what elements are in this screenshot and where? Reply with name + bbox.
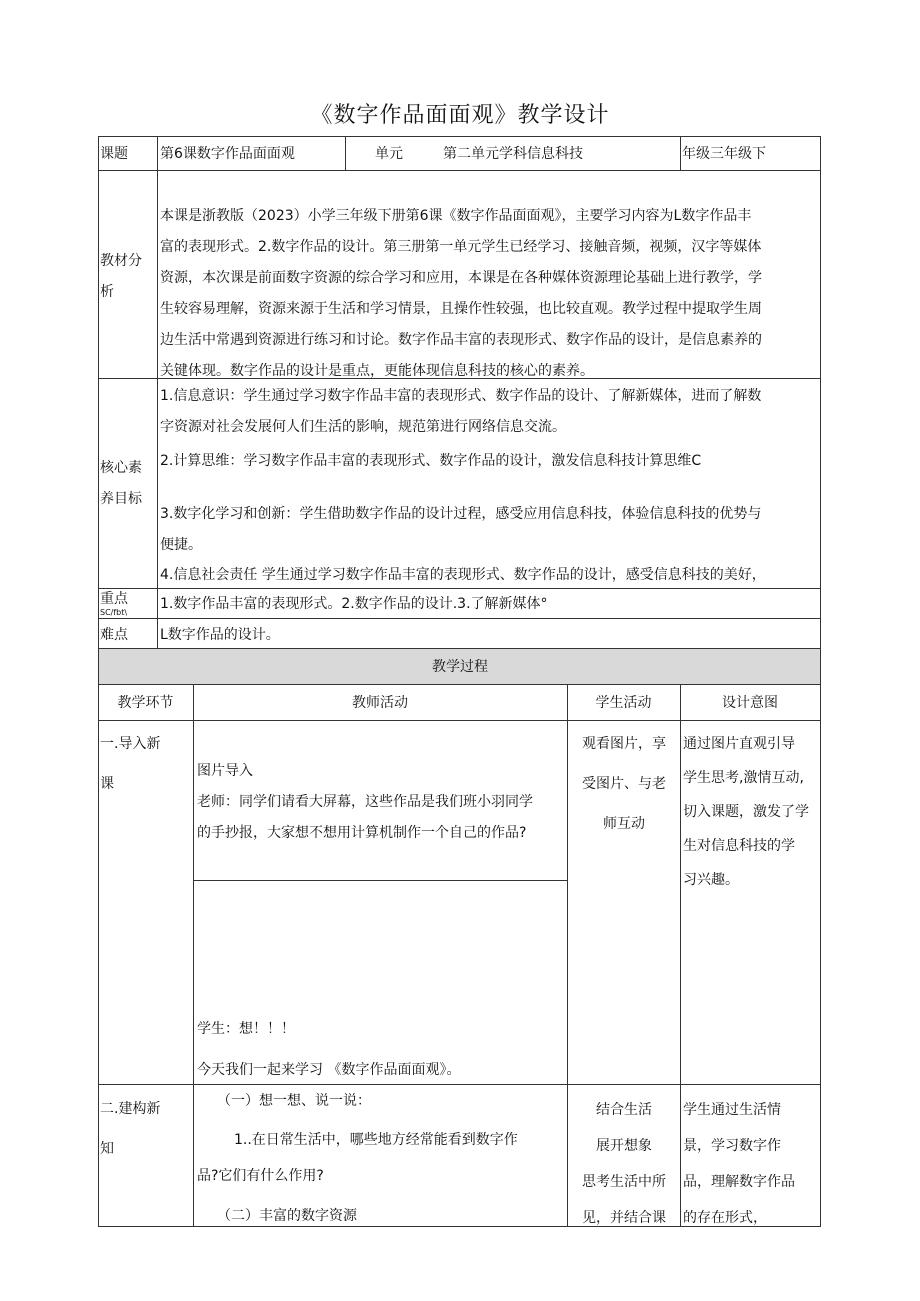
grid-line bbox=[193, 684, 194, 1227]
text-line: 关键体现。数字作品的设计是重点，更能体现信息科技的核心的素养。 bbox=[160, 363, 594, 379]
grid-line bbox=[193, 880, 567, 881]
stage1-student-reply: 学生：想！！！ bbox=[197, 1021, 295, 1037]
process-title: 教学过程 bbox=[432, 659, 488, 675]
difficulty-text: L数字作品的设计。 bbox=[160, 627, 280, 643]
text-line: （一）想一想、说一说： bbox=[217, 1093, 371, 1109]
text-line: 3.数字化学习和创新：学生借助数字作品的设计过程，感受应用信息科技，体验信息科技的优势与 bbox=[160, 506, 762, 522]
grade-value: 年级三年级下 bbox=[682, 146, 766, 162]
text-line: 资源，本次课是前面数字资源的综合学习和应用，本课是在各种媒体资源理论基础上进行教学，学 bbox=[160, 270, 762, 286]
column-header-stage: 教学环节 bbox=[117, 695, 174, 711]
grid-line bbox=[98, 720, 821, 721]
text-line: 观看图片，享 bbox=[582, 736, 666, 752]
text-line: 边生活中常遇到资源进行练习和讨论。数字作品丰富的表现形式、数字作品的设计，是信息素养的 bbox=[160, 332, 762, 348]
text-line: 字资源对社会发展何人们生活的影响，规范第进行网络信息交流。 bbox=[160, 419, 566, 435]
difficulty-label: 难点 bbox=[100, 627, 128, 643]
grid-line bbox=[98, 684, 821, 685]
text-line: 思考生活中所 bbox=[582, 1174, 666, 1190]
grid-line bbox=[820, 136, 821, 1227]
grid-line bbox=[98, 588, 821, 589]
core-item-1 bbox=[160, 387, 761, 449]
stage1-student bbox=[568, 735, 680, 846]
column-header-teacher: 教师活动 bbox=[352, 695, 408, 711]
grid-line bbox=[98, 170, 821, 171]
grid-line bbox=[680, 684, 681, 1227]
stage2-name bbox=[100, 1100, 160, 1171]
text-line: 一.导入新 bbox=[100, 736, 161, 752]
material-label bbox=[100, 252, 142, 314]
text-line: 本课是浙教版（2023）小学三年级下册第6课《数字作品面面观》，主要学习内容为L数字作品丰 bbox=[160, 208, 752, 224]
label-line: 教材分 bbox=[100, 253, 142, 269]
stage1-name bbox=[100, 735, 160, 806]
text-line: 便捷。 bbox=[160, 537, 202, 553]
text-line: 生较容易理解，资源来源于生活和学习情景，且操作性较强，也比较直观。教学过程中提取学生周 bbox=[160, 301, 762, 317]
grid-line bbox=[98, 136, 821, 137]
key-point-text: 1.数字作品丰富的表现形式。2.数字作品的设计.3.了解新媒体° bbox=[160, 596, 548, 612]
text-line: 见，并结合课 bbox=[582, 1210, 666, 1226]
text-line: 图片导入 bbox=[197, 763, 253, 779]
unit-label: 单元 bbox=[375, 146, 403, 162]
text-line: 结合生活 bbox=[596, 1102, 652, 1118]
text-line: 品?它们有什么作用? bbox=[197, 1168, 324, 1184]
text-line: 师互动 bbox=[603, 816, 645, 832]
core-item-4: 4.信息社会责任 学生通过学习数字作品丰富的表现形式、数字作品的设计，感受信息科技的美好， bbox=[160, 567, 766, 583]
text-line: 景，学习数字作 bbox=[683, 1138, 781, 1154]
column-header-intent: 设计意图 bbox=[722, 695, 778, 711]
text-line: 二.建构新 bbox=[100, 1101, 161, 1117]
label-line: 核心素 bbox=[100, 460, 142, 476]
stage2-intent bbox=[683, 1101, 795, 1240]
core-label bbox=[100, 459, 142, 521]
label-line: 养目标 bbox=[100, 491, 142, 507]
column-header-student: 学生活动 bbox=[595, 695, 652, 711]
grid-line bbox=[345, 136, 346, 171]
text-line: 的手抄报，大家想不想用计算机制作一个自己的作品? bbox=[197, 825, 527, 841]
stage2-student bbox=[568, 1101, 680, 1240]
course-label: 课题 bbox=[100, 146, 128, 162]
stage1-intent bbox=[683, 735, 809, 902]
text-line: 1.信息意识：学生通过学习数字作品丰富的表现形式、数字作品的设计、了解新媒体，进而了解数 bbox=[160, 388, 762, 404]
key-point-label-small: SC/fbt\ bbox=[100, 608, 128, 617]
grid-line bbox=[98, 618, 821, 619]
text-line: 习兴趣。 bbox=[683, 872, 739, 888]
stage1-teacher-closing: 今天我们一起来学习 《数字作品面面观》。 bbox=[197, 1062, 461, 1078]
material-text bbox=[160, 207, 762, 393]
text-line: 知 bbox=[100, 1141, 114, 1157]
text-line: 的存在形式， bbox=[683, 1210, 767, 1226]
text-line: （二）丰富的数字资源 bbox=[217, 1208, 357, 1224]
text-line: 课 bbox=[100, 776, 114, 792]
text-line: 老师：同学们请看大屏幕，这些作品是我们班小羽同学 bbox=[197, 794, 533, 810]
stage1-teacher bbox=[197, 762, 533, 855]
stage2-teacher bbox=[197, 1092, 518, 1238]
text-line: 受图片、与老 bbox=[582, 776, 666, 792]
text-line: 展开想象 bbox=[596, 1138, 652, 1154]
document-title: 《数字作品面面观》教学设计 bbox=[310, 103, 610, 128]
text-line: 品，理解数字作品 bbox=[683, 1174, 795, 1190]
text-line: 通过图片直观引导 bbox=[683, 736, 795, 752]
text-line: 1..在日常生活中，哪些地方经常能看到数字作 bbox=[234, 1132, 518, 1148]
course-value: 第6课数字作品面面观 bbox=[160, 146, 295, 162]
grid-line bbox=[680, 136, 681, 171]
label-line: 析 bbox=[100, 284, 114, 300]
core-item-2: 2.计算思维：学习数字作品丰富的表现形式、数字作品的设计，激发信息科技计算思维C bbox=[160, 453, 702, 469]
text-line: 富的表现形式。2.数字作品的设计。第三册第一单元学生已经学习、接触音频，视频，汉字等媒体 bbox=[160, 239, 762, 255]
key-point-label: 重点 bbox=[100, 591, 128, 607]
unit-value: 第二单元学科信息科技 bbox=[443, 146, 583, 162]
text-line: 生对信息科技的学 bbox=[683, 838, 795, 854]
text-line: 学生通过生活情 bbox=[683, 1102, 781, 1118]
text-line: 切入课题，激发了学 bbox=[683, 804, 809, 820]
core-item-3 bbox=[160, 505, 761, 567]
text-line: 学生思考,激情互动, bbox=[683, 770, 804, 786]
grid-line bbox=[98, 1084, 821, 1085]
grid-line bbox=[157, 136, 158, 649]
